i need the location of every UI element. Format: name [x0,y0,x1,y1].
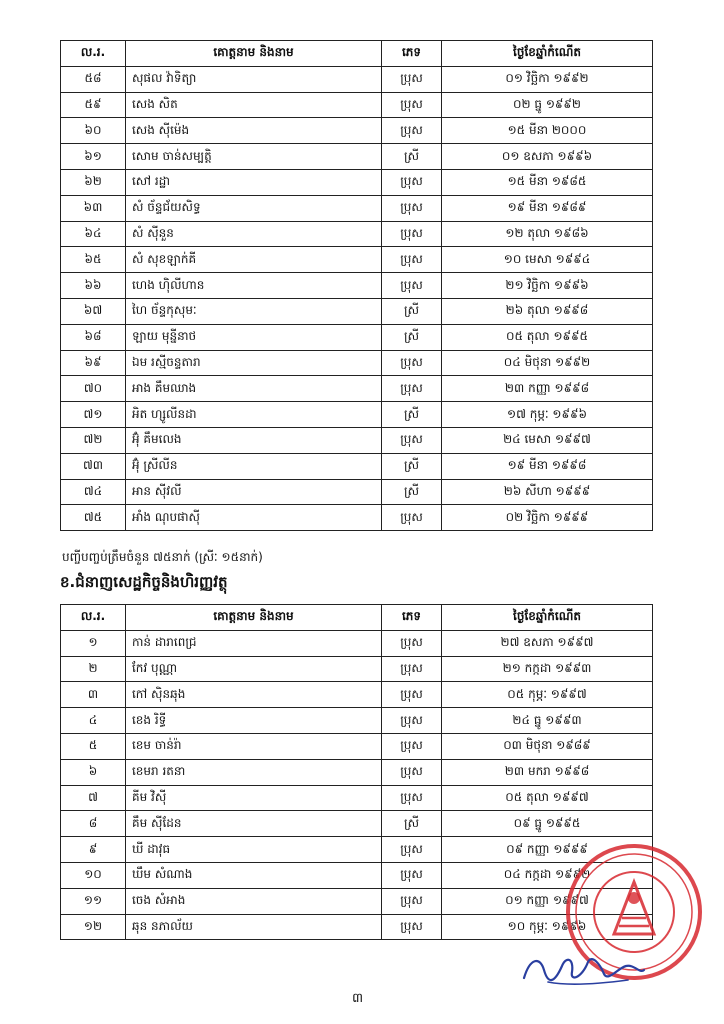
cell-birth-date: ២៣ មករា ១៩៩៨ [442,759,653,785]
table-row [61,247,653,273]
table-row [61,427,653,453]
cell-sex: ប្រុស [382,862,442,888]
cell-sex: ប្រុស [382,221,442,247]
cell-birth-date: ១៧ កុម្ភៈ ១៩៩៦ [442,402,653,428]
table-row [61,733,653,759]
cell-name: ហេង ហ៊ិលីហាន [126,273,382,299]
table-row [61,453,653,479]
cell-name: អិត ហ្សូលីនដា [126,402,382,428]
header-birth-date: ថ្ងៃខែឆ្នាំកំណើត [442,605,653,631]
cell-sex: ប្រុស [382,733,442,759]
cell-name: ឃឹម សំណាង [126,862,382,888]
cell-name: សំ ស៊ីនួន [126,221,382,247]
cell-number: ៦៤ [61,221,126,247]
cell-name: សំ សុខឡាក់គី [126,247,382,273]
cell-birth-date: ០៥ តុលា ១៩៩៧ [442,785,653,811]
cell-name: កាន់ ដារាពេជ្រ [126,630,382,656]
cell-number: ៨ [61,811,126,837]
list-total-note: បញ្ចីបញ្ចប់ត្រឹមចំនួន ៧៥នាក់ (ស្រីៈ ១៥នាក់) [62,550,263,564]
cell-name: សៅ រដ្ឋា [126,169,382,195]
cell-sex: ប្រុស [382,118,442,144]
table-row [61,759,653,785]
cell-sex: ប្រុស [382,505,442,531]
cell-sex: ប្រុស [382,630,442,656]
cell-birth-date: ០៣ មិថុនា ១៩៨៩ [442,733,653,759]
cell-name: អាន ស៊ីវលី [126,479,382,505]
cell-number: ៧៤ [61,479,126,505]
cell-name: ឯម រស្មីចន្ទតារា [126,350,382,376]
table-row [61,118,653,144]
cell-number: ៦២ [61,169,126,195]
signature [518,948,648,988]
cell-sex: ស្រី [382,298,442,324]
cell-number: ៣ [61,682,126,708]
cell-name: អ៊ុំ គឹមលេង [126,427,382,453]
cell-number: ៦៧ [61,298,126,324]
cell-sex: ស្រី [382,479,442,505]
cell-number: ១ [61,630,126,656]
cell-name: ខេមរា រតនា [126,759,382,785]
cell-number: ៦០ [61,118,126,144]
table-row [61,273,653,299]
cell-name: គឹម ស៊ីដែន [126,811,382,837]
table-row [61,402,653,428]
cell-name: អ៊ុំ ស្រីលីន [126,453,382,479]
cell-sex: ប្រុស [382,195,442,221]
cell-name: ឆុន នភាល័យ [126,914,382,940]
section-title: ខ.ជំនាញសេដ្ឋកិច្ចនិងហិរញ្ញវត្ថុ [60,573,228,591]
cell-number: ៦៦ [61,273,126,299]
cell-sex: ស្រី [382,811,442,837]
cell-name: សុផល វ៉ាទិត្យា [126,66,382,92]
table-body [61,66,653,530]
cell-sex: ប្រុស [382,427,442,453]
cell-birth-date: ២៧ ឧសភា ១៩៩៧ [442,630,653,656]
cell-number: ២ [61,656,126,682]
cell-birth-date: ០៥ តុលា ១៩៩៥ [442,324,653,350]
cell-number: ៧ [61,785,126,811]
cell-number: ៥៩ [61,92,126,118]
cell-number: ៧៣ [61,453,126,479]
header-name: គោត្តនាម និងនាម [126,605,382,631]
cell-name: សោម ចាន់សម្បត្តិ [126,144,382,170]
cell-name: ខេម ចាន់រ៉ា [126,733,382,759]
cell-sex: ប្រុស [382,66,442,92]
cell-sex: ប្រុស [382,656,442,682]
table-row [61,630,653,656]
cell-number: ៤ [61,708,126,734]
cell-sex: ប្រុស [382,92,442,118]
table-row [61,195,653,221]
cell-name: ខេង រិទ្ធី [126,708,382,734]
cell-sex: ស្រី [382,453,442,479]
cell-name: សំ ច័ន្ទជ័យសិទ្ធ [126,195,382,221]
cell-number: ៩ [61,837,126,863]
table-row [61,350,653,376]
cell-birth-date: ០៩ ធ្នូ ១៩៩៥ [442,811,653,837]
table-row [61,505,653,531]
cell-sex: ស្រី [382,402,442,428]
cell-sex: ប្រុស [382,785,442,811]
cell-number: ៧៥ [61,505,126,531]
cell-number: ៥៨ [61,66,126,92]
cell-birth-date: ០១ កញ្ញា ១៩៩៧ [442,888,653,914]
cell-birth-date: ២១ វិច្ឆិកា ១៩៩៦ [442,273,653,299]
cell-number: ៧០ [61,376,126,402]
cell-name: ឡាយ មុន្នីនាថ [126,324,382,350]
cell-sex: ប្រុស [382,759,442,785]
cell-name: ហៃ ច័ន្ទកុសុមៈ [126,298,382,324]
cell-sex: ប្រុស [382,350,442,376]
cell-sex: ប្រុស [382,169,442,195]
cell-birth-date: ២៤ ធ្នូ ១៩៩៣ [442,708,653,734]
cell-birth-date: ០៥ កុម្ភៈ ១៩៩៧ [442,682,653,708]
cell-birth-date: ២៦ សីហា ១៩៩៩ [442,479,653,505]
cell-sex: ប្រុស [382,888,442,914]
cell-name: អាង គឹមឈាង [126,376,382,402]
cell-sex: ប្រុស [382,708,442,734]
cell-number: ៥ [61,733,126,759]
cell-number: ៦៨ [61,324,126,350]
cell-number: ១២ [61,914,126,940]
cell-sex: ប្រុស [382,837,442,863]
cell-name: កែវ បុណ្ណា [126,656,382,682]
cell-number: ៦ [61,759,126,785]
table-row [61,479,653,505]
cell-number: ៧១ [61,402,126,428]
cell-name: គីម វិស៊ី [126,785,382,811]
cell-name: អាំង ណុបផាស៊ី [126,505,382,531]
cell-number: ៦១ [61,144,126,170]
cell-sex: ប្រុស [382,682,442,708]
table-header-row [61,41,653,67]
cell-name: កៅ ស៊ិនឆុង [126,682,382,708]
cell-birth-date: ២៦ តុលា ១៩៩៨ [442,298,653,324]
table-row [61,682,653,708]
cell-birth-date: ១៥ មីនា ១៩៨៥ [442,169,653,195]
table-row [61,324,653,350]
table-row [61,66,653,92]
cell-birth-date: ០២ ធ្នូ ១៩៩២ [442,92,653,118]
cell-birth-date: ០១ វិច្ឆិកា ១៩៩២ [442,66,653,92]
header-number: ល.រ. [61,605,126,631]
cell-birth-date: ០៤ មិថុនា ១៩៩២ [442,350,653,376]
cell-birth-date: ១២ តុលា ១៩៨៦ [442,221,653,247]
header-name: គោត្តនាម និងនាម [126,41,382,67]
cell-birth-date: ០១ ឧសភា ១៩៩៦ [442,144,653,170]
header-sex: ភេទ [382,605,442,631]
table-row [61,376,653,402]
table-header-row [61,605,653,631]
cell-number: ៦៩ [61,350,126,376]
students-table-1 [60,40,653,531]
cell-birth-date: ០៤ កក្កដា ១៩៩២ [442,862,653,888]
table-row [61,785,653,811]
table-row [61,708,653,734]
cell-birth-date: ១៩ មីនា ១៩៨៩ [442,195,653,221]
cell-name: ចេង សំអាង [126,888,382,914]
table-row [61,92,653,118]
cell-number: ៧២ [61,427,126,453]
cell-number: ១០ [61,862,126,888]
table-row [61,811,653,837]
page-number: ៣ [352,991,364,1006]
cell-birth-date: ១០ កុម្ភៈ ១៩៩៦ [442,914,653,940]
cell-sex: ប្រុស [382,914,442,940]
cell-sex: ប្រុស [382,273,442,299]
cell-number: ៦៥ [61,247,126,273]
cell-birth-date: ១០ មេសា ១៩៩៤ [442,247,653,273]
cell-birth-date: ១៩ មីនា ១៩៩៨ [442,453,653,479]
cell-number: ១១ [61,888,126,914]
cell-birth-date: ២៣ កញ្ញា ១៩៩៨ [442,376,653,402]
header-birth-date: ថ្ងៃខែឆ្នាំកំណើត [442,41,653,67]
table-row [61,144,653,170]
cell-sex: ប្រុស [382,247,442,273]
header-sex: ភេទ [382,41,442,67]
cell-birth-date: ១៥ មីនា ២០០០ [442,118,653,144]
cell-name: ឃី ដាវុធ [126,837,382,863]
cell-sex: ប្រុស [382,376,442,402]
cell-birth-date: ០២ វិច្ឆិកា ១៩៩៩ [442,505,653,531]
cell-sex: ស្រី [382,324,442,350]
cell-birth-date: ២៤ មេសា ១៩៩៧ [442,427,653,453]
cell-birth-date: ២១ កក្កដា ១៩៩៣ [442,656,653,682]
cell-name: សេង សិត [126,92,382,118]
table-row [61,298,653,324]
table-row [61,221,653,247]
cell-number: ៦៣ [61,195,126,221]
table-row [61,656,653,682]
table-row [61,169,653,195]
header-number: ល.រ. [61,41,126,67]
cell-sex: ស្រី [382,144,442,170]
cell-name: សេង ស៊ីម៉េង [126,118,382,144]
cell-birth-date: ០៩ កញ្ញា ១៩៩៩ [442,837,653,863]
